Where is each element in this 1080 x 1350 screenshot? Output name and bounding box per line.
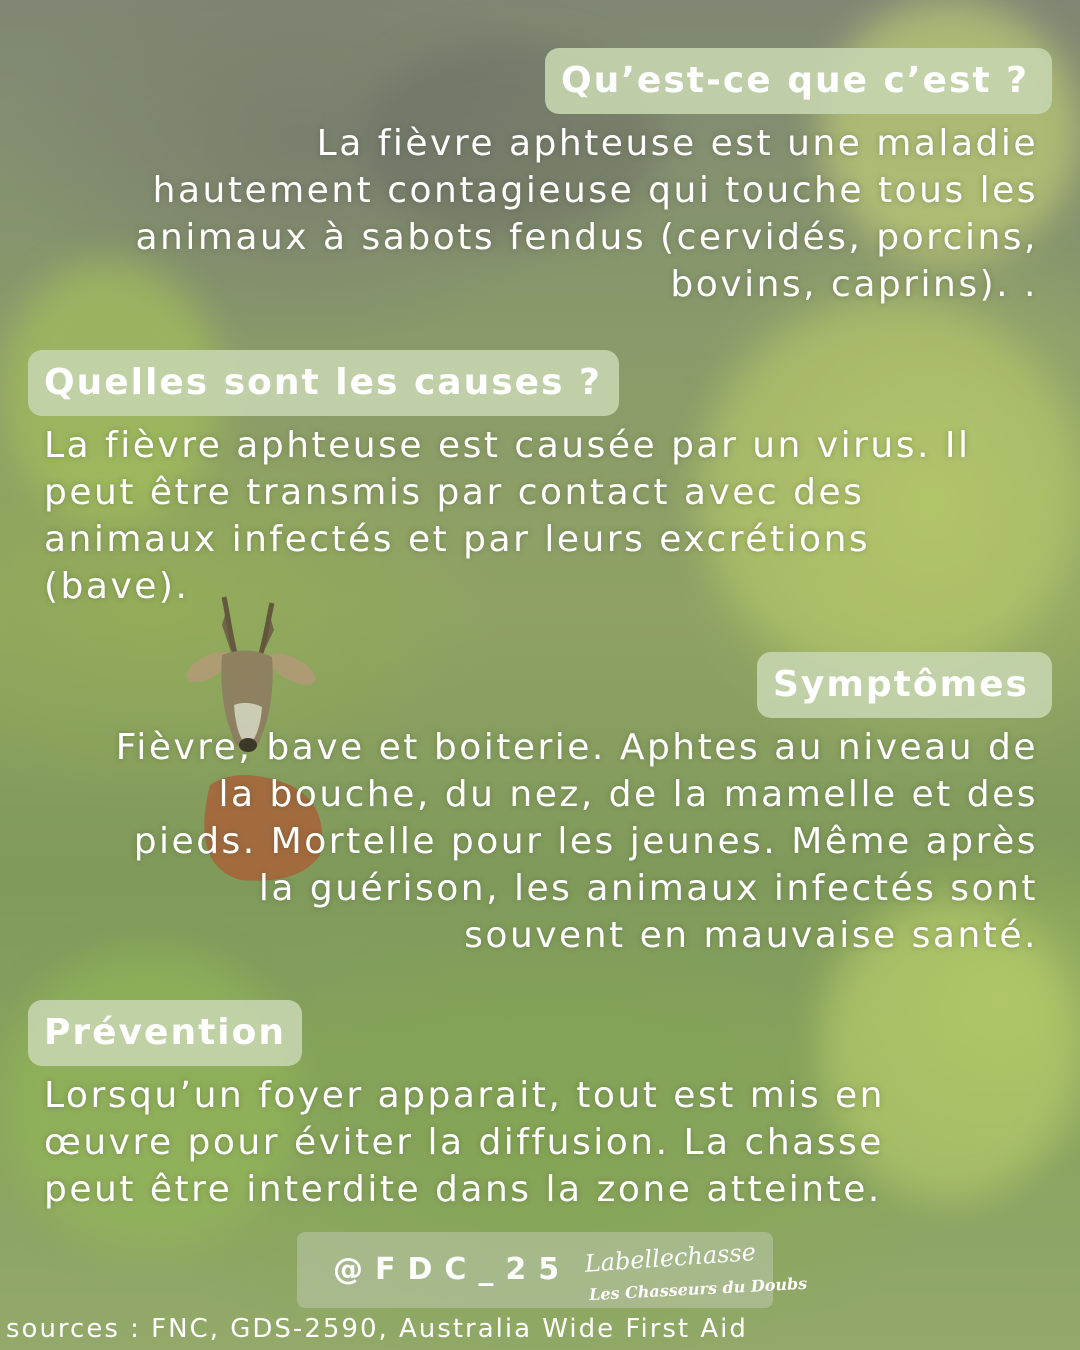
text-line: œuvre pour éviter la diffusion. La chasse xyxy=(44,1122,884,1163)
text-line: Lorsqu’un foyer apparait, tout est mis en xyxy=(44,1075,885,1116)
sources-credit: sources : FNC, GDS-2590, Australia Wide First Aid xyxy=(6,1314,748,1344)
text-line: pieds. Mortelle pour les jeunes. Même après xyxy=(133,821,1038,862)
section-title-prevention: Prévention xyxy=(28,1000,302,1066)
text-line: peut être interdite dans la zone atteinte. xyxy=(44,1169,882,1210)
footer-banner xyxy=(297,1232,808,1308)
text-line: la bouche, du nez, de la mamelle et des xyxy=(218,774,1038,815)
text-line: La fièvre aphteuse est une maladie xyxy=(316,123,1038,164)
text-line: hautement contagieuse qui touche tous les xyxy=(152,170,1038,211)
text-line: la guérison, les animaux infectés sont xyxy=(258,868,1038,909)
section-text-symptoms xyxy=(28,724,1038,959)
text-line: bovins, caprins). . xyxy=(670,264,1038,305)
text-line: animaux infectés et par leurs excrétions xyxy=(44,519,871,560)
text-line: Fièvre, bave et boiterie. Aphtes au niveau de xyxy=(115,727,1038,768)
social-handle[interactable]: @FDC_25 xyxy=(333,1252,572,1287)
text-line: souvent en mauvaise santé. xyxy=(464,915,1038,956)
section-text-prevention xyxy=(44,1072,1054,1213)
section-text-causes xyxy=(44,422,1054,610)
text-line: peut être transmis par contact avec des xyxy=(44,472,865,513)
section-title-what: Qu’est-ce que c’est ? xyxy=(545,48,1052,114)
section-title-causes: Quelles sont les causes ? xyxy=(28,350,619,416)
section-text-what xyxy=(38,120,1038,308)
text-line: La fièvre aphteuse est causée par un virus. Il xyxy=(44,425,971,466)
logo-subtitle: Les Chasseurs du Doubs xyxy=(588,1273,808,1305)
text-line: animaux à sabots fendus (cervidés, porcins, xyxy=(135,217,1038,258)
logo-title: Labellechasse xyxy=(583,1237,757,1278)
text-line: (bave). xyxy=(44,566,190,607)
federation-logo xyxy=(579,1236,808,1305)
section-title-symptoms: Symptômes xyxy=(757,652,1052,718)
